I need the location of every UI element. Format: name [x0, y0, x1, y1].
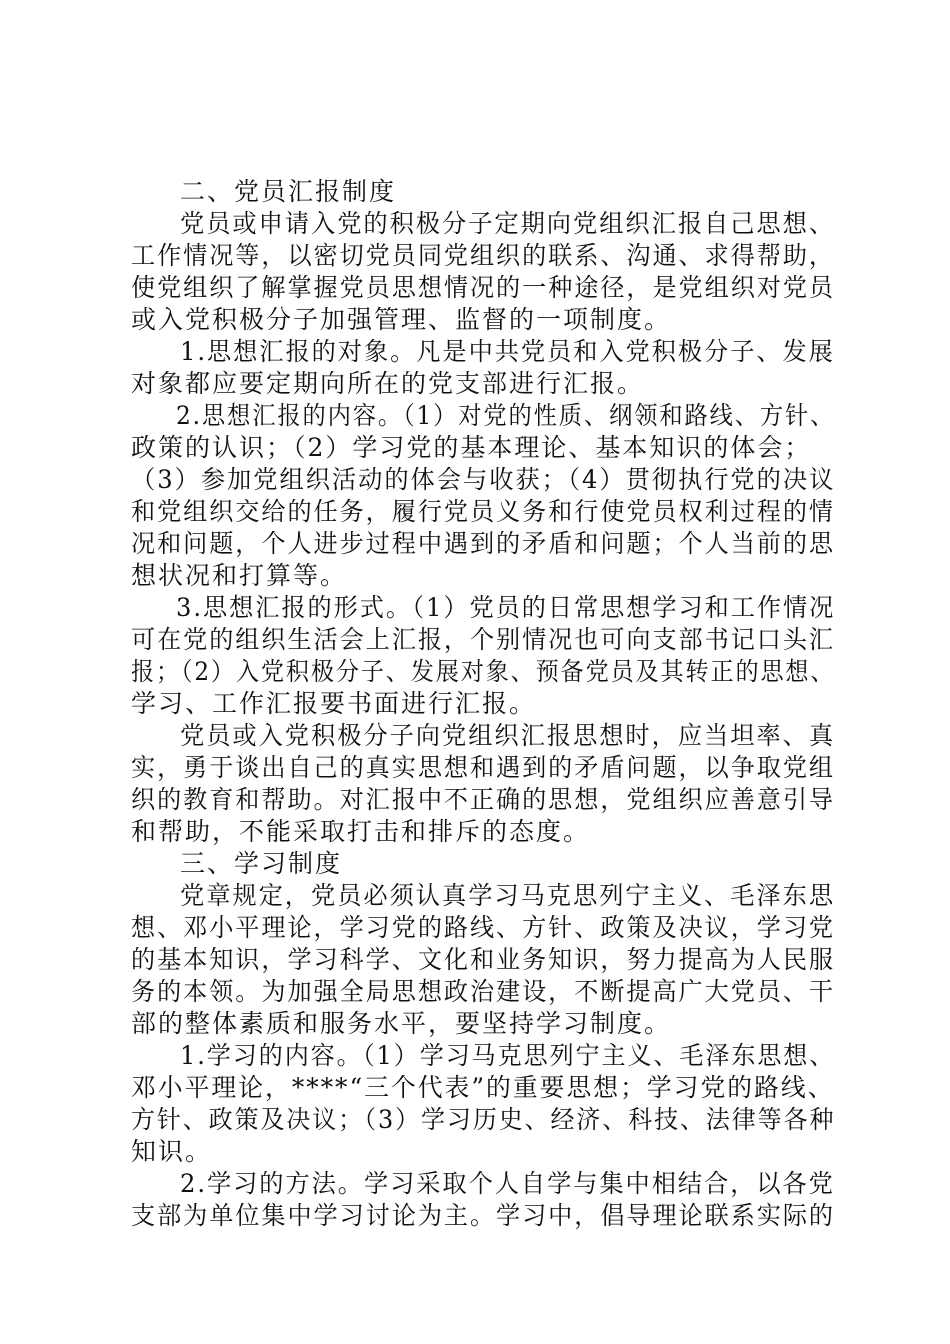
paragraph-line: 政策的认识；（2）学习党的基本理论、基本知识的体会； — [131, 433, 812, 462]
paragraph-line: 部的整体素质和服务水平，要坚持学习制度。 — [131, 1009, 672, 1038]
paragraph-line: 方针、政策及决议；（3）学习历史、经济、科技、法律等各种 — [131, 1105, 836, 1134]
paragraph-line: （3）参加党组织活动的体会与收获；（4）贯彻执行党的决议 — [131, 465, 836, 494]
paragraph-line: 学习、工作汇报要书面进行汇报。 — [131, 689, 537, 718]
paragraph-line: 1.思想汇报的对象。凡是中共党员和入党积极分子、发展 — [180, 337, 835, 366]
paragraph-line: 党员或申请入党的积极分子定期向党组织汇报自己思想、 — [180, 209, 836, 238]
section-heading-study-system: 三、学习制度 — [180, 849, 343, 878]
paragraph-line: 工作情况等，以密切党员同党组织的联系、沟通、求得帮助， — [131, 241, 836, 270]
paragraph-line: 党章规定，党员必须认真学习马克思列宁主义、毛泽东思 — [180, 881, 836, 910]
paragraph-line: 或入党积极分子加强管理、监督的一项制度。 — [131, 305, 672, 334]
paragraph-line: 和帮助，不能采取打击和排斥的态度。 — [131, 817, 591, 846]
paragraph-line: 实，勇于谈出自己的真实思想和遇到的矛盾问题，以争取党组 — [131, 753, 836, 782]
paragraph-line: 2.思想汇报的内容。（1）对党的性质、纲领和路线、方针、 — [176, 401, 836, 430]
paragraph-line: 想状况和打算等。 — [131, 561, 348, 590]
paragraph-line: 3.思想汇报的形式。（1）党员的日常思想学习和工作情况 — [176, 593, 836, 622]
paragraph-line: 想、邓小平理论，学习党的路线、方针、政策及决议，学习党 — [131, 913, 836, 942]
paragraph-line: 和党组织交给的任务，履行党员义务和行使党员权利过程的情 — [131, 497, 836, 526]
paragraph-line: 对象都应要定期向所在的党支部进行汇报。 — [131, 369, 645, 398]
paragraph-line: 的基本知识，学习科学、文化和业务知识，努力提高为人民服 — [131, 945, 836, 974]
paragraph-line: 况和问题，个人进步过程中遇到的矛盾和问题；个人当前的思 — [131, 529, 836, 558]
paragraph-line: 知识。 — [131, 1137, 213, 1166]
paragraph-line: 报；（2）入党积极分子、发展对象、预备党员及其转正的思想、 — [131, 657, 836, 686]
paragraph-line: 邓小平理论，****“三个代表”的重要思想；学习党的路线、 — [131, 1073, 835, 1102]
paragraph-line: 可在党的组织生活会上汇报，个别情况也可向支部书记口头汇 — [131, 625, 836, 654]
paragraph-line: 使党组织了解掌握党员思想情况的一种途径，是党组织对党员 — [131, 273, 836, 302]
section-heading-report-system: 二、党员汇报制度 — [180, 177, 397, 206]
paragraph-line: 支部为单位集中学习讨论为主。学习中，倡导理论联系实际的 — [131, 1201, 836, 1230]
paragraph-line: 1.学习的内容。（1）学习马克思列宁主义、毛泽东思想、 — [180, 1041, 836, 1070]
paragraph-line: 2.学习的方法。学习采取个人自学与集中相结合，以各党 — [180, 1169, 835, 1198]
paragraph-line: 务的本领。为加强全局思想政治建设，不断提高广大党员、干 — [131, 977, 836, 1006]
paragraph-line: 党员或入党积极分子向党组织汇报思想时，应当坦率、真 — [180, 721, 836, 750]
paragraph-line: 织的教育和帮助。对汇报中不正确的思想，党组织应善意引导 — [131, 785, 836, 814]
